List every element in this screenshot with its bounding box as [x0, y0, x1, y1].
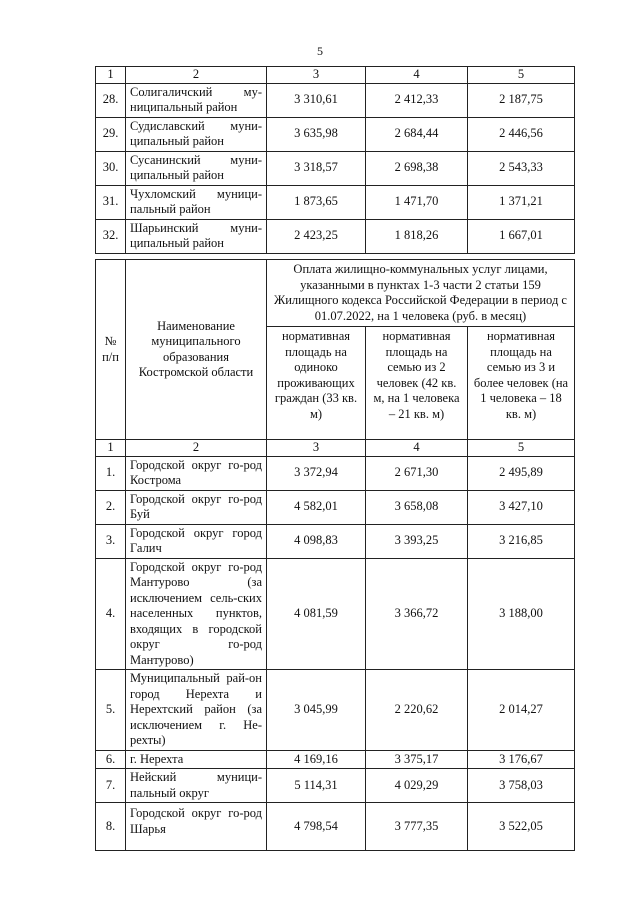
table-row	[96, 219, 575, 253]
value-single: 3 372,94	[267, 456, 366, 490]
value-single: 3 635,98	[267, 117, 366, 151]
value-two-person: 3 658,08	[366, 490, 468, 524]
value-single: 3 310,61	[267, 83, 366, 117]
value-three-plus: 2 187,75	[468, 83, 575, 117]
value-single: 3 318,57	[267, 151, 366, 185]
municipality-name: Нейский муници-пальный округ	[126, 769, 267, 803]
value-single: 4 582,01	[267, 490, 366, 524]
col-number: 4	[366, 67, 468, 84]
row-number: 29.	[96, 117, 126, 151]
value-three-plus: 2 495,89	[468, 456, 575, 490]
value-single: 1 873,65	[267, 185, 366, 219]
header-two-person: нормативная площадь на семью из 2 человек (42 кв. м, на 1 человека – 21 кв. м)	[366, 327, 468, 440]
value-single: 5 114,31	[267, 769, 366, 803]
municipality-name: Чухломский муници-пальный район	[126, 185, 267, 219]
value-three-plus: 3 188,00	[468, 558, 575, 670]
header-three-plus: нормативная площадь на семью из 3 и более человек (на 1 человека – 18 кв. м)	[468, 327, 575, 440]
row-number: 7.	[96, 769, 126, 803]
value-single: 4 098,83	[267, 524, 366, 558]
page-number: 5	[317, 44, 323, 58]
value-two-person: 2 684,44	[366, 117, 468, 151]
col-number: 3	[267, 440, 366, 457]
tariff-table-continued	[95, 66, 575, 254]
col-number: 1	[96, 67, 126, 84]
municipality-name: Городской округ го-род Кострома	[126, 456, 267, 490]
col-number: 1	[96, 440, 126, 457]
value-two-person: 2 412,33	[366, 83, 468, 117]
value-two-person: 1 471,70	[366, 185, 468, 219]
municipality-name: Городской округ го-род Мантурово (за исключением сель-ских населенных пунктов, входящих в городской округ го-род Мантурово)	[126, 558, 267, 670]
value-two-person: 3 393,25	[366, 524, 468, 558]
value-three-plus: 3 216,85	[468, 524, 575, 558]
row-number: 1.	[96, 456, 126, 490]
municipality-name: Сусанинский муни-ципальный район	[126, 151, 267, 185]
value-three-plus: 1 667,01	[468, 219, 575, 253]
header-number: № п/п	[96, 260, 126, 440]
row-number: 8.	[96, 803, 126, 851]
value-three-plus: 3 758,03	[468, 769, 575, 803]
municipality-name: Солигаличский му-ниципальный район	[126, 83, 267, 117]
column-number-row	[96, 67, 575, 84]
table-row	[96, 151, 575, 185]
value-three-plus: 1 371,21	[468, 185, 575, 219]
table-row	[96, 456, 575, 490]
value-two-person: 1 818,26	[366, 219, 468, 253]
col-number: 4	[366, 440, 468, 457]
municipality-name: г. Нерехта	[126, 750, 267, 769]
table-row	[96, 83, 575, 117]
col-number: 5	[468, 440, 575, 457]
municipality-name: Городской округ го-род Шарья	[126, 803, 267, 851]
column-number-row	[96, 440, 575, 457]
value-single: 4 798,54	[267, 803, 366, 851]
value-two-person: 2 671,30	[366, 456, 468, 490]
value-two-person: 4 029,29	[366, 769, 468, 803]
value-three-plus: 3 427,10	[468, 490, 575, 524]
row-number: 30.	[96, 151, 126, 185]
table-row	[96, 117, 575, 151]
table-row	[96, 769, 575, 803]
value-three-plus: 2 014,27	[468, 670, 575, 751]
col-number: 2	[126, 440, 267, 457]
value-single: 4 169,16	[267, 750, 366, 769]
row-number: 5.	[96, 670, 126, 751]
value-two-person: 3 366,72	[366, 558, 468, 670]
table-row	[96, 185, 575, 219]
header-single: нормативная площадь на одиноко проживающих граждан (33 кв. м)	[267, 327, 366, 440]
tariff-table	[95, 259, 575, 851]
table-row	[96, 490, 575, 524]
row-number: 3.	[96, 524, 126, 558]
value-three-plus: 2 543,33	[468, 151, 575, 185]
value-two-person: 2 698,38	[366, 151, 468, 185]
value-three-plus: 3 176,67	[468, 750, 575, 769]
municipality-name: Судиславский муни-ципальный район	[126, 117, 267, 151]
col-number: 5	[468, 67, 575, 84]
table-row	[96, 524, 575, 558]
header-row	[96, 260, 575, 327]
table-row	[96, 558, 575, 670]
value-two-person: 3 777,35	[366, 803, 468, 851]
municipality-name: Городской округ город Галич	[126, 524, 267, 558]
value-single: 3 045,99	[267, 670, 366, 751]
table-row	[96, 750, 575, 769]
value-single: 4 081,59	[267, 558, 366, 670]
row-number: 2.	[96, 490, 126, 524]
municipality-name: Городской округ го-род Буй	[126, 490, 267, 524]
col-number: 3	[267, 67, 366, 84]
value-two-person: 3 375,17	[366, 750, 468, 769]
value-three-plus: 2 446,56	[468, 117, 575, 151]
municipality-name: Муниципальный рай-он город Нерехта и Нерехтский район (за исключением г. Не-рехты)	[126, 670, 267, 751]
table-row	[96, 670, 575, 751]
value-three-plus: 3 522,05	[468, 803, 575, 851]
value-two-person: 2 220,62	[366, 670, 468, 751]
row-number: 4.	[96, 558, 126, 670]
value-single: 2 423,25	[267, 219, 366, 253]
row-number: 31.	[96, 185, 126, 219]
row-number: 32.	[96, 219, 126, 253]
table-row	[96, 803, 575, 851]
col-number: 2	[126, 67, 267, 84]
municipality-name: Шарьинский муни-ципальный район	[126, 219, 267, 253]
header-payment-group: Оплата жилищно-коммунальных услуг лицами, указанными в пунктах 1-3 части 2 статьи 159 Жилищного кодекса Российской Федерации в период с 01.07.2022, на 1 человека (руб. в месяц)	[267, 260, 575, 327]
header-municipality: Наименование муниципального образования Костромской области	[126, 260, 267, 440]
row-number: 6.	[96, 750, 126, 769]
row-number: 28.	[96, 83, 126, 117]
